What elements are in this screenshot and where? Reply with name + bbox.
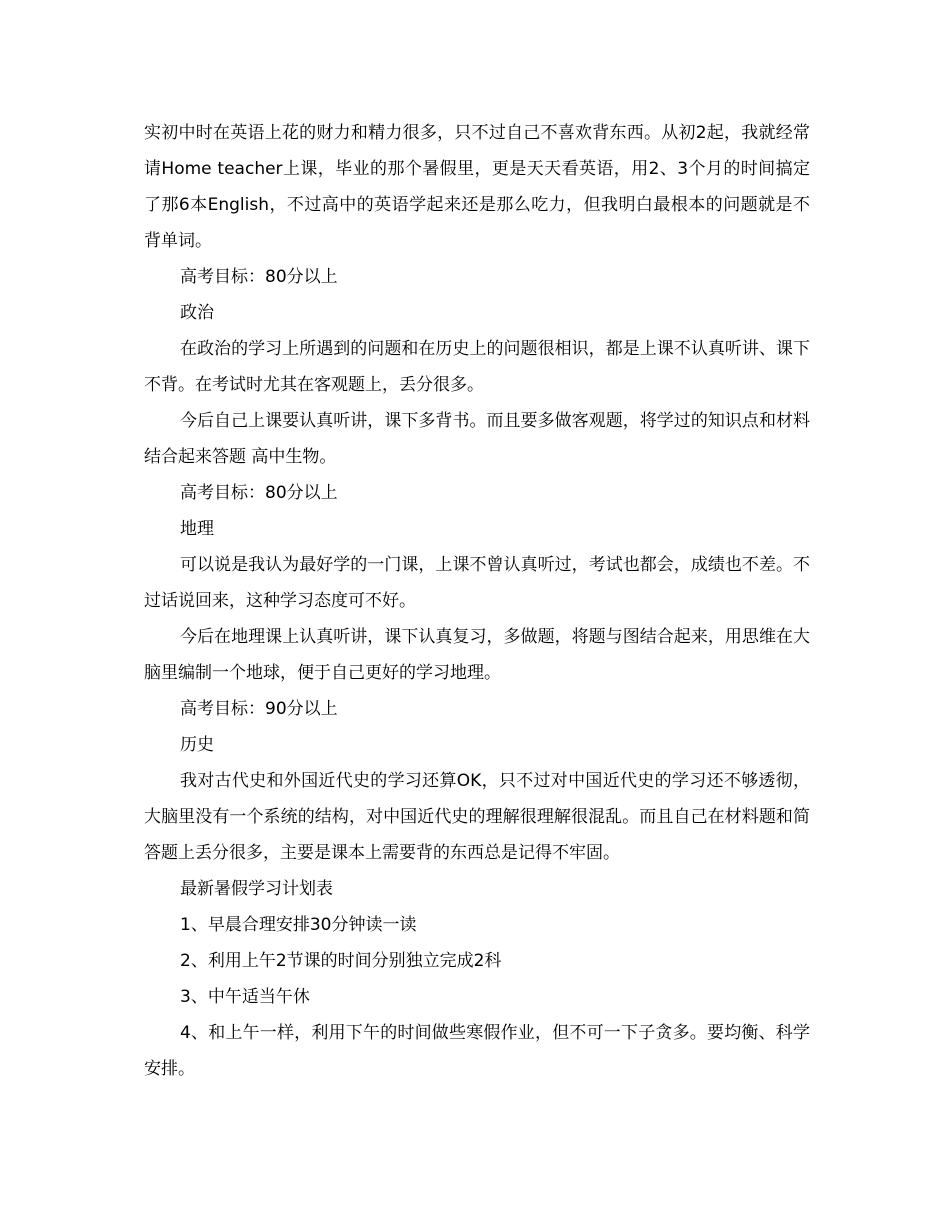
paragraph-geography-problem: 可以说是我认为最好学的一门课，上课不曾认真听过，考试也都会，成绩也不差。不过话说回来，这种学习态度可不好。 [144,555,810,611]
heading-history: 历史 [180,735,214,755]
heading-politics: 政治 [180,303,214,323]
list-item-plan-3: 3、中午适当午休 [180,987,310,1007]
paragraph-geography-target: 高考目标：90分以上 [180,699,338,719]
paragraph-politics-target: 高考目标：80分以上 [180,483,338,503]
paragraph-geography-plan: 今后在地理课上认真听讲，课下认真复习，多做题，将题与图结合起来，用思维在大脑里编制一个地球，便于自己更好的学习地理。 [144,627,810,683]
heading-geography: 地理 [180,519,214,539]
list-item-plan-4: 4、和上午一样，利用下午的时间做些寒假作业，但不可一下子贪多。要均衡、科学安排。 [144,1023,810,1079]
paragraph-english-target: 高考目标：80分以上 [180,267,338,287]
paragraph-politics-plan: 今后自己上课要认真听讲，课下多背书。而且要多做客观题，将学过的知识点和材料结合起来答题 高中生物。 [144,411,810,467]
paragraph-history-problem: 我对古代史和外国近代史的学习还算OK，只不过对中国近代史的学习还不够透彻，大脑里没有一个系统的结构，对中国近代史的理解很理解很混乱。而且自己在材料题和简答题上丢分很多，主要是课本上需要背的东西总是记得不牢固。 [144,771,810,863]
list-item-plan-2: 2、利用上午2节课的时间分别独立完成2科 [180,951,502,971]
list-item-plan-1: 1、早晨合理安排30分钟读一读 [180,915,417,935]
document-body [144,115,810,1087]
paragraph-english-intro: 实初中时在英语上花的财力和精力很多，只不过自己不喜欢背东西。从初2起，我就经常请Home teacher上课，毕业的那个暑假里，更是天天看英语，用2、3个月的时间搞定了那6本English，不过高中的英语学起来还是那么吃力，但我明白最根本的问题就是不背单词。 [144,123,810,251]
heading-summer-plan: 最新暑假学习计划表 [180,879,333,899]
paragraph-politics-problem: 在政治的学习上所遇到的问题和在历史上的问题很相识，都是上课不认真听讲、课下不背。在考试时尤其在客观题上，丢分很多。 [144,339,810,395]
